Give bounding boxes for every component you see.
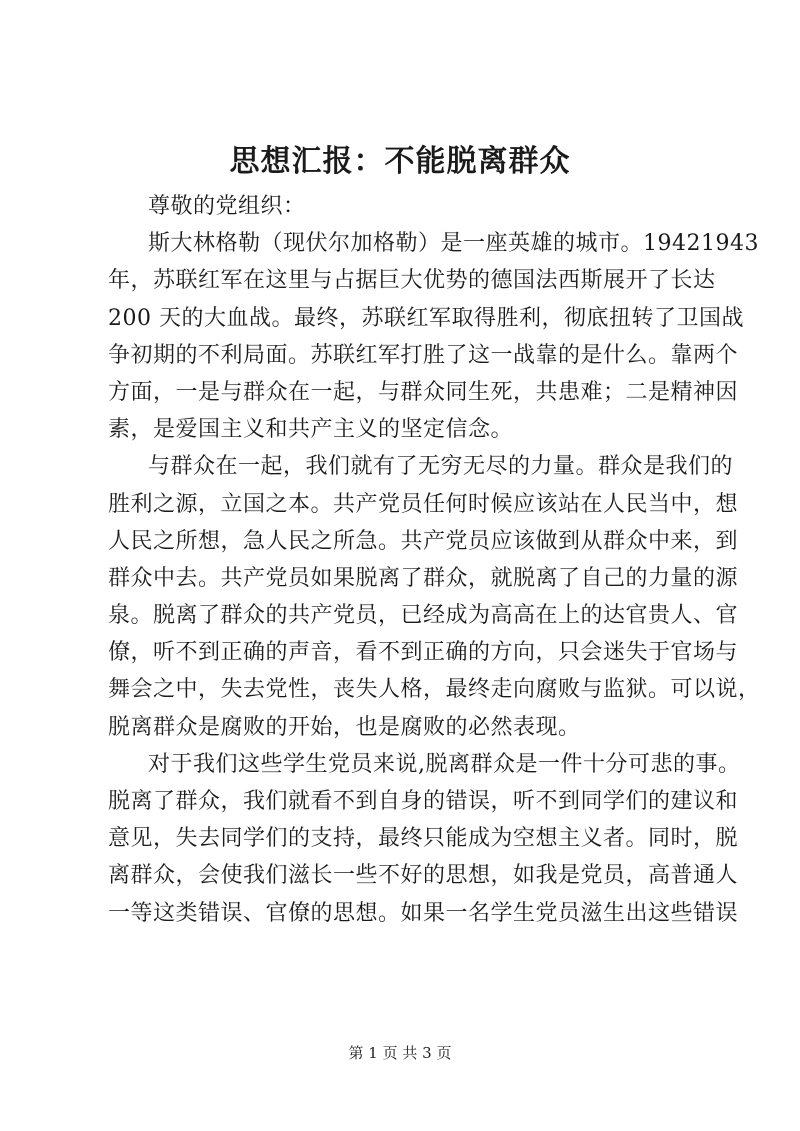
paragraph-line: 方面，一是与群众在一起，与群众同生死，共患难；二是精神因: [108, 379, 739, 405]
paragraph-line: 一等这类错误、官僚的思想。如果一名学生党员滋生出这些错误: [108, 900, 739, 926]
paragraph-line: 年，苏联红军在这里与占据巨大优势的德国法西斯展开了长达: [108, 268, 716, 294]
paragraph-line: 泉。脱离了群众的共产党员，已经成为高高在上的达官贵人、官: [108, 603, 739, 629]
paragraph-line: 200 天的大血战。最终，苏联红军取得胜利，彻底扭转了卫国战: [108, 305, 744, 331]
paragraph-line: 人民之所想，急人民之所急。共产党员应该做到从群众中来，到: [108, 528, 739, 554]
paragraph-line: 僚，听不到正确的声音，看不到正确的方向，只会迷失于官场与: [108, 640, 739, 666]
paragraph-line: 舞会之中，失去党性，丧失人格，最终走向腐败与监狱。可以说，: [108, 677, 761, 703]
paragraph-line: 脱离群众是腐败的开始，也是腐败的必然表现。: [108, 714, 581, 740]
page-footer: 第 1 页 共 3 页: [348, 1044, 452, 1062]
paragraph-line: 意见，失去同学们的支持，最终只能成为空想主义者。同时，脱: [108, 826, 739, 852]
salutation-line: 尊敬的党组织：: [148, 194, 306, 219]
document-title: 思想汇报：不能脱离群众: [229, 144, 571, 179]
paragraph-line: 斯大林格勒（现伏尔加格勒）是一座英雄的城市。19421943: [148, 231, 759, 257]
paragraph-line: 胜利之源，立国之本。共产党员任何时候应该站在人民当中，想: [108, 491, 739, 517]
paragraph-line: 群众中去。共产党员如果脱离了群众，就脱离了自己的力量的源: [108, 565, 739, 591]
paragraph-line: 离群众，会使我们滋长一些不好的思想，如我是党员，高普通人: [108, 863, 739, 889]
paragraph-line: 争初期的不利局面。苏联红军打胜了这一战靠的是什么。靠两个: [108, 342, 739, 368]
document-body: [108, 188, 761, 932]
paragraph-line: 与群众在一起，我们就有了无穷无尽的力量。群众是我们的: [148, 454, 734, 480]
paragraph-line: 素，是爱国主义和共产主义的坚定信念。: [108, 417, 514, 443]
paragraph-line: 对于我们这些学生党员来说,脱离群众是一件十分可悲的事。: [148, 751, 741, 777]
paragraph-line: 脱离了群众，我们就看不到自身的错误，听不到同学们的建议和: [108, 789, 739, 814]
